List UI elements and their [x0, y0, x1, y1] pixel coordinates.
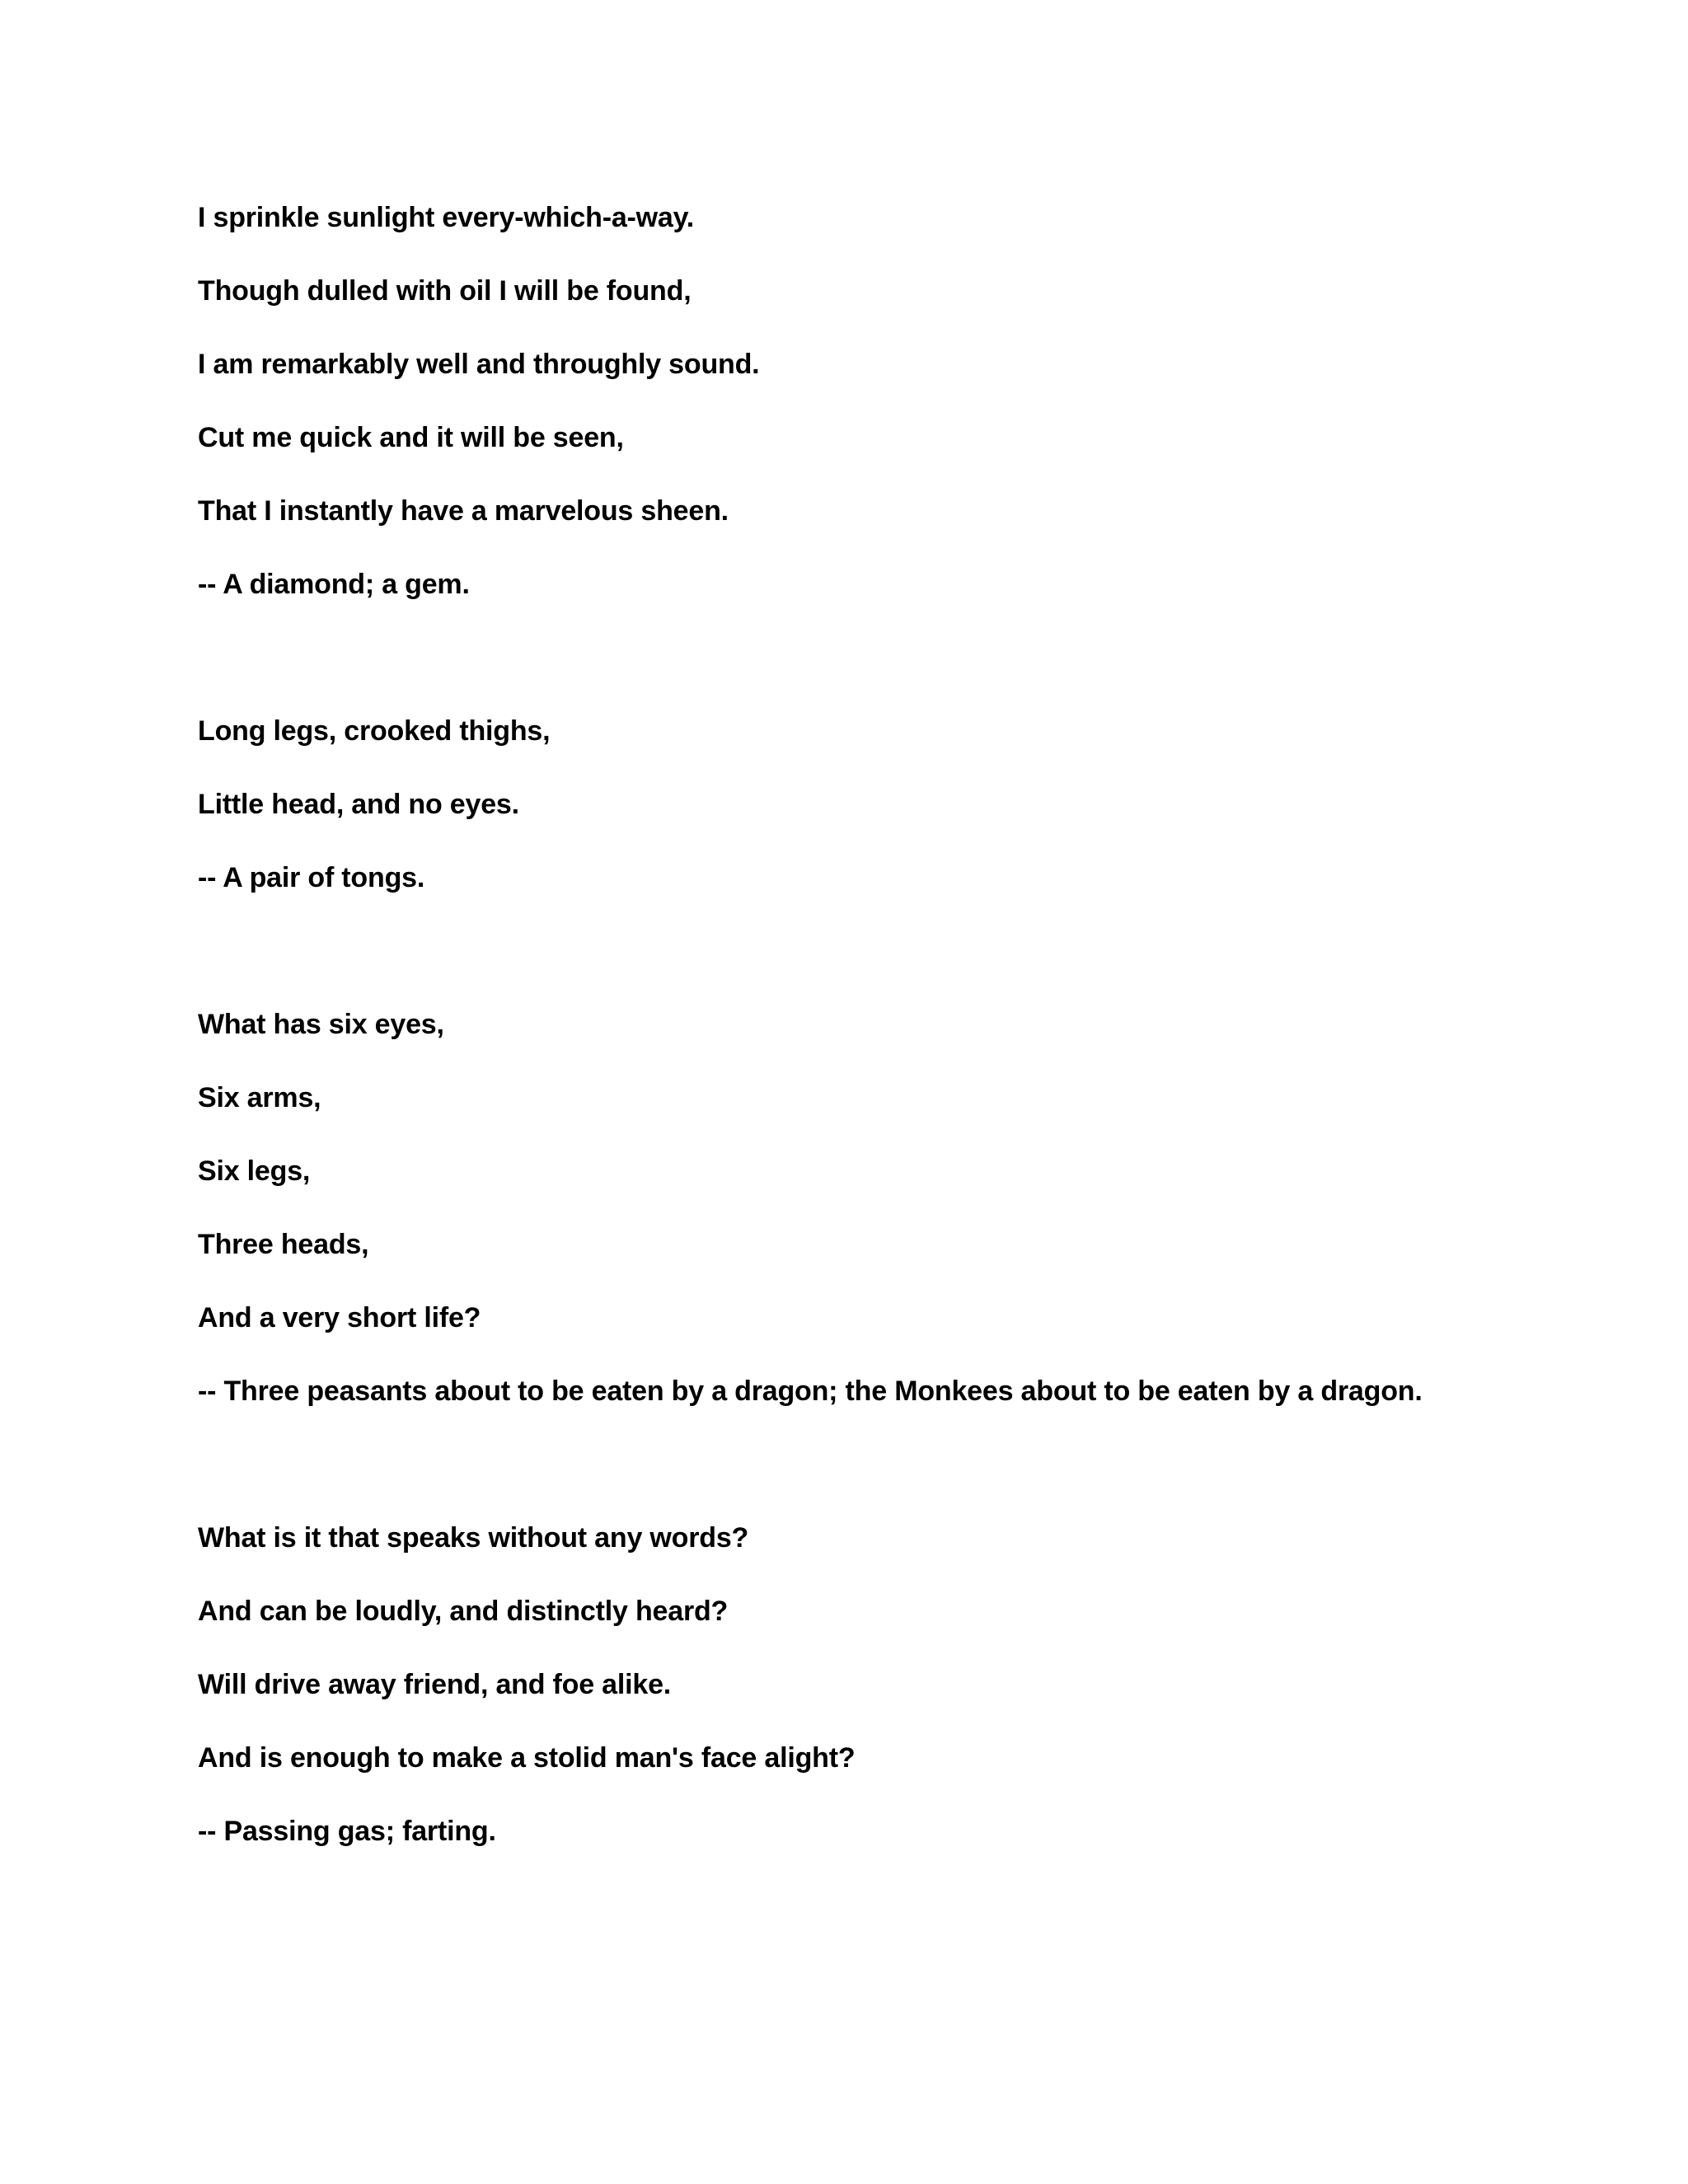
riddle-line: Long legs, crooked thighs, [198, 715, 551, 747]
riddle-six-eyes [198, 1001, 1615, 1441]
riddle-line: Three heads, [198, 1229, 369, 1260]
riddle-line: And can be loudly, and distinctly heard? [198, 1596, 729, 1627]
riddle-line: What has six eyes, [198, 1009, 444, 1040]
riddle-line: And is enough to make a stolid man's face alight? [198, 1742, 856, 1774]
riddle-line: I am remarkably well and throughly sound. [198, 349, 760, 380]
riddle-line: Cut me quick and it will be seen, [198, 422, 624, 453]
riddle-line: Little head, and no eyes. [198, 789, 519, 820]
riddle-line: And a very short life? [198, 1302, 481, 1333]
riddle-diamond [198, 194, 1615, 635]
riddle-list [198, 194, 1615, 1955]
riddle-line: Will drive away friend, and foe alike. [198, 1669, 672, 1700]
riddle-line: I sprinkle sunlight every-which-a-way. [198, 202, 695, 233]
riddle-line: What is it that speaks without any words? [198, 1522, 749, 1554]
riddle-speaks-without-words [198, 1515, 1615, 1882]
riddle-answer: -- Three peasants about to be eaten by a dragon; the Monkees about to be eaten by a dragon. [198, 1376, 1423, 1407]
riddle-line: Six arms, [198, 1082, 321, 1113]
riddle-line: That I instantly have a marvelous sheen. [198, 495, 729, 527]
riddle-tongs [198, 708, 1615, 928]
riddle-answer: -- A diamond; a gem. [198, 569, 470, 600]
riddle-answer: -- A pair of tongs. [198, 862, 425, 893]
riddle-line: Six legs, [198, 1155, 311, 1187]
riddle-line: Though dulled with oil I will be found, [198, 275, 692, 307]
riddle-answer: -- Passing gas; farting. [198, 1816, 496, 1847]
